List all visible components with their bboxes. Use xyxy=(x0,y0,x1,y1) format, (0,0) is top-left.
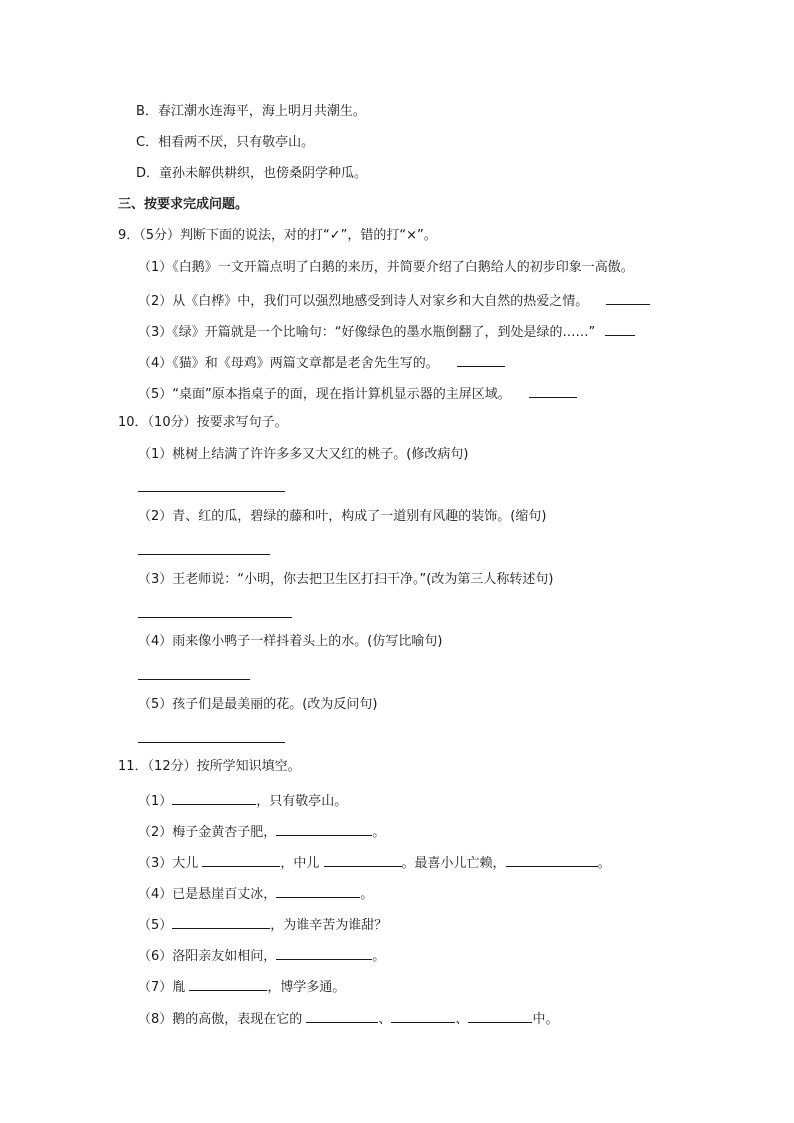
q11-item-5 xyxy=(138,914,387,935)
q11-item-1-suffix: ，只有敬亭山。 xyxy=(256,794,348,809)
q9-item-2-text: （2）从《白桦》中，我们可以强烈地感受到诗人对家乡和大自然的热爱之情。 xyxy=(138,294,589,309)
q10-item-2: （2）青、红的瓜，碧绿的藤和叶，构成了一道别有风趣的装饰。(缩句) xyxy=(138,509,547,524)
q9-item-3 xyxy=(138,321,635,342)
q11-item-2-prefix: （2）梅子金黄杏子肥， xyxy=(138,825,277,840)
answer-blank[interactable] xyxy=(276,883,360,898)
answer-blank[interactable] xyxy=(606,290,650,305)
answer-blank[interactable] xyxy=(276,945,372,960)
q9-item-2 xyxy=(138,290,650,311)
q9-item-3-text: （3）《绿》开篇就是一个比喻句：“好像绿色的墨水瓶倒翻了，到处是绿的……” xyxy=(138,325,596,340)
q11-item-3-mid1: ，中儿 xyxy=(280,856,324,871)
q11-item-3-suffix: 。 xyxy=(597,856,611,871)
q10-item-3: （3）王老师说：“小明，你去把卫生区打扫干净。”(改为第三人称转述句) xyxy=(138,572,554,587)
q11-item-6-prefix: （6）洛阳亲友如相问， xyxy=(138,949,277,964)
answer-blank[interactable] xyxy=(468,1008,532,1023)
q11-item-1 xyxy=(138,790,347,811)
q11-item-4 xyxy=(138,883,373,904)
answer-blank[interactable] xyxy=(605,321,635,336)
q11-item-2-suffix: 。 xyxy=(372,825,386,840)
q11-item-8-prefix: （8）鹅的高傲，表现在它的 xyxy=(138,1012,307,1027)
q10-item-1: （1）桃树上结满了许许多多又大又红的桃子。(修改病句) xyxy=(138,447,469,462)
q11-item-3-prefix: （3）大儿 xyxy=(138,856,203,871)
answer-blank[interactable] xyxy=(506,852,598,867)
answer-blank[interactable] xyxy=(202,852,280,867)
answer-line[interactable] xyxy=(138,554,270,555)
choice-d: D．童孙未解供耕织，也傍桑阴学种瓜。 xyxy=(136,166,368,181)
answer-line[interactable] xyxy=(138,679,250,680)
answer-line[interactable] xyxy=(138,491,285,492)
q11-item-7 xyxy=(138,976,345,997)
q11-item-2 xyxy=(138,821,385,842)
answer-blank[interactable] xyxy=(457,352,505,367)
q11-item-7-suffix: ，博学多通。 xyxy=(267,980,346,995)
q11-title: 11．（12分）按所学知识填空。 xyxy=(118,759,301,774)
q11-item-8-sep2: 、 xyxy=(455,1012,469,1027)
q9-item-1: （1）《白鹅》一文开篇点明了白鹅的来历，并简要介绍了白鹅给人的初步印象一高傲。 xyxy=(138,260,634,275)
q11-item-6-suffix: 。 xyxy=(372,949,386,964)
q11-item-8-suffix: 中。 xyxy=(532,1012,559,1027)
q11-item-1-prefix: （1） xyxy=(138,794,173,809)
answer-blank[interactable] xyxy=(172,790,256,805)
q9-item-5-text: （5）“桌面”原本指桌子的面，现在指计算机显示器的主屏区域。 xyxy=(138,387,511,402)
answer-blank[interactable] xyxy=(276,821,372,836)
q11-item-4-prefix: （4）已是悬崖百丈冰， xyxy=(138,887,277,902)
answer-blank[interactable] xyxy=(529,383,577,398)
q10-item-5: （5）孩子们是最美丽的花。(改为反问句) xyxy=(138,697,378,712)
q11-item-3-mid2: 。最喜小儿亡赖， xyxy=(401,856,506,871)
choice-c: C．相看两不厌，只有敬亭山。 xyxy=(136,135,315,150)
answer-line[interactable] xyxy=(138,742,285,743)
q10-title: 10．（10分）按要求写句子。 xyxy=(118,415,288,430)
answer-blank[interactable] xyxy=(306,1008,378,1023)
q11-item-4-suffix: 。 xyxy=(360,887,374,902)
q11-item-8-sep1: 、 xyxy=(378,1012,392,1027)
q11-item-6 xyxy=(138,945,385,966)
answer-blank[interactable] xyxy=(324,852,402,867)
answer-blank[interactable] xyxy=(172,914,270,929)
q11-item-3 xyxy=(138,852,611,873)
answer-blank[interactable] xyxy=(391,1008,455,1023)
q11-item-8 xyxy=(138,1008,558,1029)
answer-line[interactable] xyxy=(138,617,292,618)
q9-title: 9．（5分）判断下面的说法，对的打“✓”，错的打“×”。 xyxy=(118,228,437,243)
q9-item-4 xyxy=(138,352,505,373)
q11-item-7-prefix: （7）胤 xyxy=(138,980,190,995)
answer-blank[interactable] xyxy=(189,976,267,991)
section-heading: 三、按要求完成问题。 xyxy=(118,197,249,212)
q11-item-5-suffix: ，为谁辛苦为谁甜？ xyxy=(270,918,388,933)
q11-item-5-prefix: （5） xyxy=(138,918,173,933)
choice-b: B．春江潮水连海平，海上明月共潮生。 xyxy=(136,104,366,119)
q9-item-4-text: （4）《猫》和《母鸡》两篇文章都是老舍先生写的。 xyxy=(138,356,439,371)
q9-item-5 xyxy=(138,383,577,404)
q10-item-4: （4）雨来像小鸭子一样抖着头上的水。(仿写比喻句) xyxy=(138,634,443,649)
